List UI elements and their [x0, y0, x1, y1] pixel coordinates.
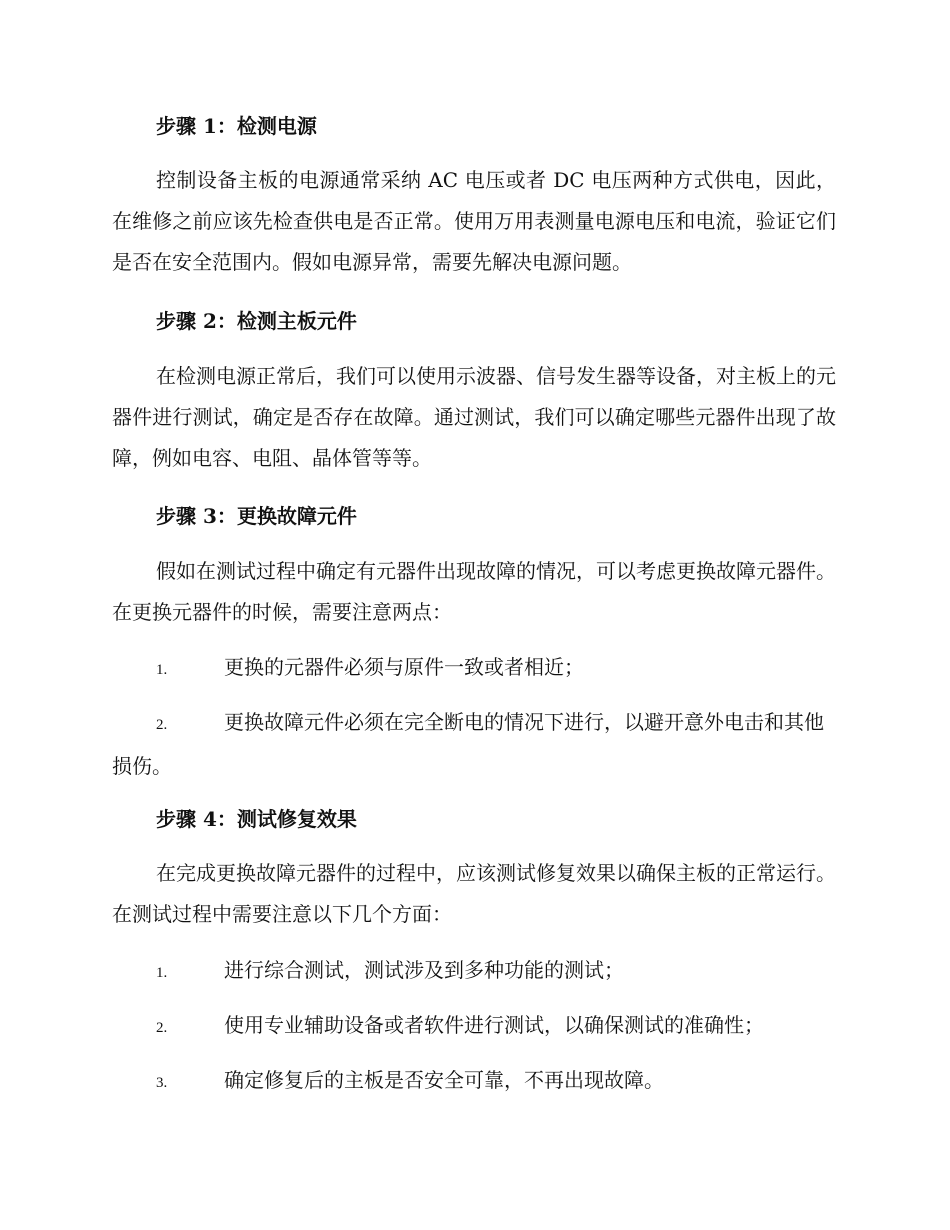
step4-list-item: [112, 950, 836, 994]
step3-paragraph: 假如在测试过程中确定有元器件出现故障的情况，可以考虑更换故障元器件。在更换元器件的时候，需要注意两点：: [112, 559, 836, 624]
step4-list-item: [112, 1060, 836, 1104]
list-text: 更换故障元件必须在完全断电的情况下进行，以避开意外电击和其他损伤。: [112, 710, 824, 778]
list-number: 1.: [156, 662, 168, 678]
step1-heading: 步骤 1：检测电源: [156, 114, 317, 138]
step3-list-item: [112, 702, 836, 787]
step4-paragraph: 在完成更换故障元器件的过程中，应该测试修复效果以确保主板的正常运行。在测试过程中需要注意以下几个方面：: [112, 861, 836, 926]
step3-heading: 步骤 3：更换故障元件: [156, 504, 357, 528]
step4-list-item: [112, 1005, 836, 1049]
step4-heading: 步骤 4：测试修复效果: [156, 807, 357, 831]
list-number: 3.: [156, 1075, 168, 1091]
list-text: 更换的元器件必须与原件一致或者相近；: [224, 655, 584, 679]
step3-list-item: [112, 647, 836, 691]
list-text: 确定修复后的主板是否安全可靠，不再出现故障。: [224, 1068, 664, 1092]
list-number: 2.: [156, 717, 168, 733]
step1-paragraph: 控制设备主板的电源通常采纳 AC 电压或者 DC 电压两种方式供电，因此，在维修之前应该先检查供电是否正常。使用万用表测量电源电压和电流，验证它们是否在安全范围内。假如电源异常，需要先解决电源问题。: [112, 168, 836, 274]
list-number: 1.: [156, 965, 168, 981]
step2-heading: 步骤 2：检测主板元件: [156, 309, 357, 333]
list-text: 进行综合测试，测试涉及到多种功能的测试；: [224, 958, 624, 982]
list-number: 2.: [156, 1020, 168, 1036]
list-text: 使用专业辅助设备或者软件进行测试，以确保测试的准确性；: [224, 1013, 764, 1037]
step2-paragraph: 在检测电源正常后，我们可以使用示波器、信号发生器等设备，对主板上的元器件进行测试，确定是否存在故障。通过测试，我们可以确定哪些元器件出现了故障，例如电容、电阻、晶体管等等。: [112, 364, 836, 470]
